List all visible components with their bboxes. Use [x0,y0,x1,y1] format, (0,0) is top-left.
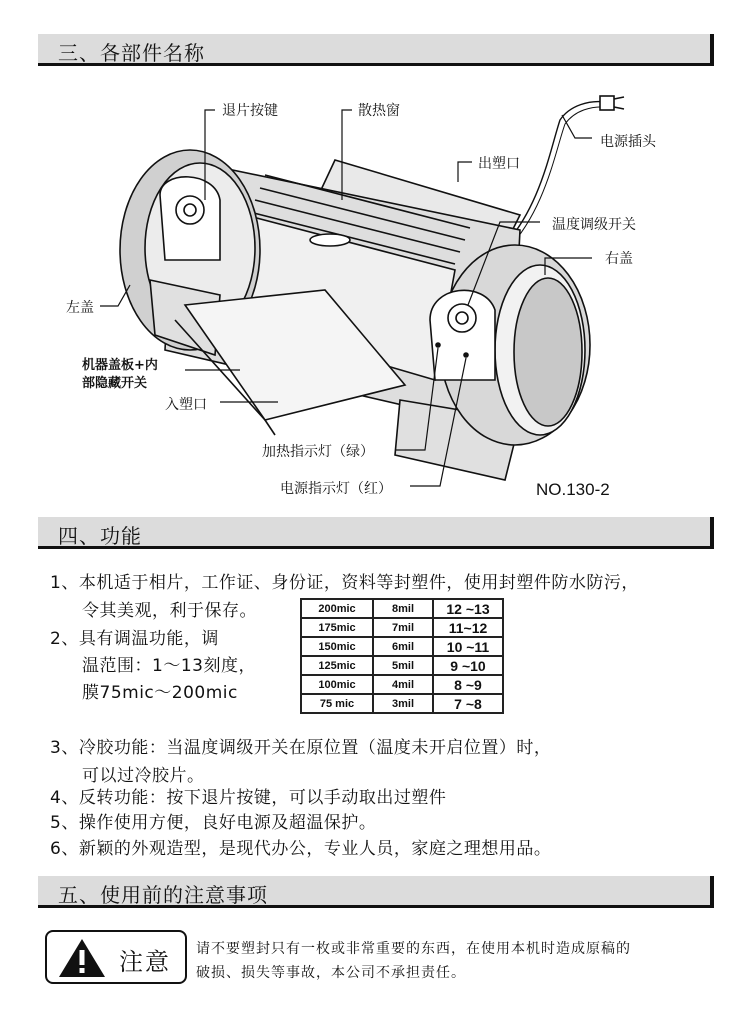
spec-film-cell: 100mic [301,675,373,694]
section-title: 三、各部件名称 [58,41,205,65]
model-number: NO.130-2 [536,480,610,499]
spec-scale-cell: 9 ~10 [433,656,503,675]
spec-film-cell: 125mic [301,656,373,675]
function-3b: 可以过冷胶片。 [82,766,205,786]
callout-plug: 电源插头 [600,134,656,150]
callout-heat-light: 加热指示灯（绿） [262,444,374,460]
function-2b: 温范围：1～13刻度， [82,656,256,676]
spec-film-cell: 175mic [301,618,373,637]
callout-outlet: 出塑口 [478,156,520,172]
section-header-parts [38,34,714,66]
callout-power-light: 电源指示灯（红） [280,481,392,497]
spec-mil-cell: 6mil [373,637,433,656]
film-spec-table [300,598,504,714]
spec-row [301,694,503,713]
callout-temp-switch: 温度调级开关 [552,217,636,233]
callout-machine-cover-2: 部隐藏开关 [82,376,148,391]
callout-vent: 散热窗 [358,103,400,119]
spec-film-cell: 75 mic [301,694,373,713]
function-1b: 令其美观，利于保存。 [82,601,257,621]
section-header-functions [38,517,714,549]
notice-label: 注意 [119,948,171,976]
callout-machine-cover-1: 机器盖板+内 [82,358,158,373]
spec-mil-cell: 8mil [373,599,433,618]
callout-eject: 退片按键 [222,103,278,119]
spec-scale-cell: 11~12 [433,618,503,637]
function-2c: 膜75mic～200mic [82,683,238,703]
function-3a: 3、冷胶功能：当温度调级开关在原位置（温度未开启位置）时， [50,738,552,758]
section-title: 四、功能 [58,524,142,548]
callout-left-cover: 左盖 [66,300,94,316]
function-5: 5、操作使用方便，良好电源及超温保护。 [50,813,377,833]
notice-text-line-2: 破损、损失等事故，本公司不承担责任。 [196,965,466,981]
function-4: 4、反转功能：按下退片按键，可以手动取出过塑件 [50,788,447,808]
spec-film-cell: 150mic [301,637,373,656]
spec-mil-cell: 5mil [373,656,433,675]
spec-scale-cell: 12 ~13 [433,599,503,618]
spec-row [301,675,503,694]
spec-mil-cell: 7mil [373,618,433,637]
function-6: 6、新颖的外观造型，是现代办公，专业人员，家庭之理想用品。 [50,839,552,859]
function-2a: 2、具有调温功能，调 [50,629,219,649]
function-1a: 1、本机适于相片，工作证、身份证，资料等封塑件，使用封塑件防水防污， [50,573,639,593]
spec-row [301,637,503,656]
spec-mil-cell: 4mil [373,675,433,694]
notice-box [45,930,187,984]
callout-inlet: 入塑口 [165,397,207,413]
spec-row [301,599,503,618]
spec-scale-cell: 7 ~8 [433,694,503,713]
spec-scale-cell: 8 ~9 [433,675,503,694]
warning-triangle-icon [57,937,107,979]
section-title: 五、使用前的注意事项 [58,883,268,907]
section-header-precautions [38,876,714,908]
callout-right-cover: 右盖 [605,251,633,267]
spec-film-cell: 200mic [301,599,373,618]
notice-text-line-1: 请不要塑封只有一枚或非常重要的东西，在使用本机时造成原稿的 [196,941,631,957]
spec-mil-cell: 3mil [373,694,433,713]
spec-row [301,618,503,637]
spec-row [301,656,503,675]
spec-scale-cell: 10 ~11 [433,637,503,656]
